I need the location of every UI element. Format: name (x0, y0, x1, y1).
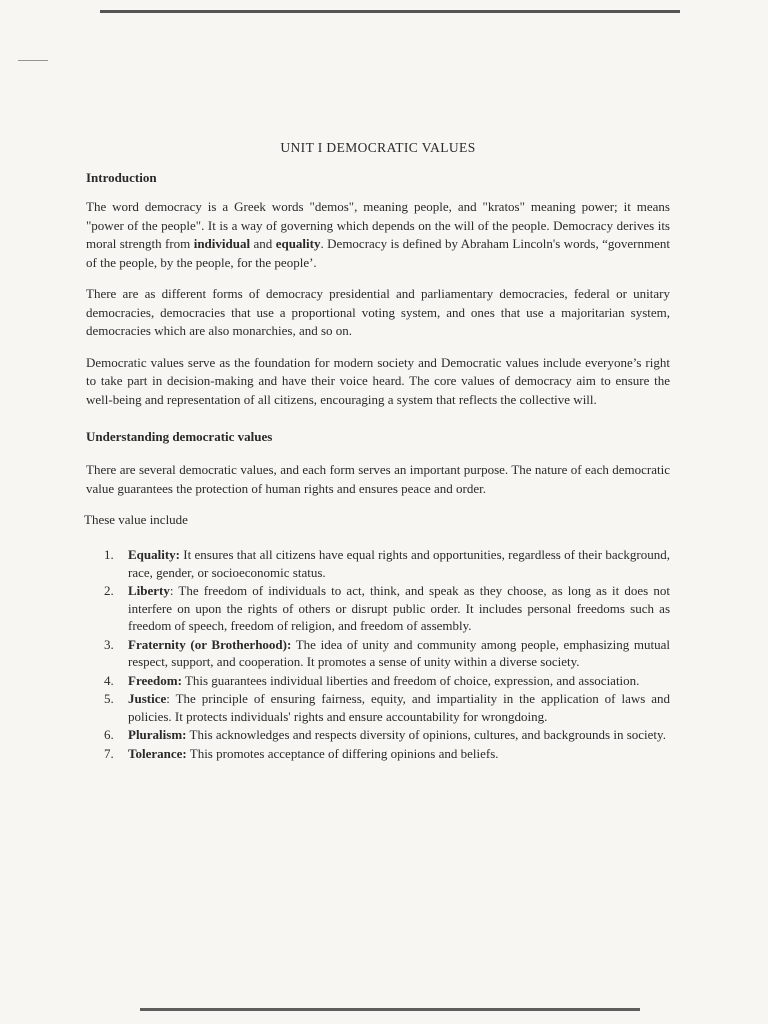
value-number: 5. (104, 691, 114, 706)
values-intro: These value include (84, 512, 188, 527)
value-number: 6. (104, 727, 114, 742)
intro-bold-equality: equality (275, 236, 321, 251)
value-item (86, 726, 670, 744)
value-item (86, 582, 670, 635)
forms-paragraph: There are as different forms of democracy presidential and parliamentary democracies, federal or unitary democracies, democracies that use a proportional voting system, and ones that use a majoritarian system, democracies which are also monarchies, and so on. (86, 286, 670, 338)
value-description: This guarantees individual liberties and freedom of choice, expression, and association. (181, 672, 640, 688)
intro-bold-individual: individual (193, 236, 251, 251)
value-description: It ensures that all citizens have equal rights and opportunities, regardless of their background, race, gender, or socioeconomic status. (128, 547, 670, 580)
value-number: 2. (104, 583, 114, 598)
understanding-heading: Understanding democratic values (86, 429, 273, 444)
value-item (86, 745, 670, 763)
value-number: 3. (104, 636, 114, 652)
value-description: The idea of unity and community among people, emphasizing mutual respect, support, and cooperation. It promotes a sense of unity within a diverse society. (128, 636, 670, 669)
intro-text-d: . Democracy is defined by Abraham Lincoln's words, “government of the people, by the people, for the people’. (86, 236, 670, 270)
value-term: Pluralism: (128, 727, 187, 742)
value-description: : The freedom of individuals to act, think, and speak as they choose, as long as it does not interfere on upon the rights of others or disrupt public order. It includes personal freedoms such as freedom of speech, freedom of religion, and freedom of assembly. (128, 583, 670, 633)
value-term: Liberty (128, 583, 170, 598)
value-item (86, 690, 670, 725)
page-top-edge (100, 10, 680, 13)
value-number: 4. (104, 672, 114, 688)
value-term: Freedom: (128, 672, 182, 688)
democratic-values-list (86, 546, 670, 762)
intro-heading: Introduction (86, 170, 157, 185)
document-body (86, 140, 670, 763)
document-title: UNIT I DEMOCRATIC VALUES (280, 140, 476, 155)
value-number: 1. (104, 547, 114, 562)
intro-text-a: The word democracy is a Greek words "demos", meaning people, and "kratos" meaning power; it means "power of the people". It is a way of governing which depends on the will of the people. Democracy derives its moral strength from (86, 199, 670, 251)
understanding-paragraph: There are several democratic values, and each form serves an important purpose. The nature of each democratic value guarantees the protection of human rights and ensures peace and order. (86, 462, 670, 496)
values-foundation-paragraph: Democratic values serve as the foundation for modern society and Democratic values include everyone’s right to take part in decision-making and have their voice heard. The core values of democracy aim to ensure the well-being and representation of all citizens, encouraging a system that reflects the collective will. (86, 354, 670, 407)
value-term: Fraternity (or Brotherhood): (128, 636, 292, 652)
value-description: : The principle of ensuring fairness, equity, and impartiality in the application of laws and policies. It protects individuals' rights and ensure accountability for wrongdoing. (128, 691, 670, 724)
value-item (86, 546, 670, 581)
value-term: Equality: (128, 547, 181, 562)
value-term: Tolerance: (128, 745, 187, 761)
value-number: 7. (104, 745, 114, 761)
value-item (86, 636, 670, 671)
value-item (86, 672, 670, 690)
intro-paragraph (86, 198, 670, 272)
page-bottom-edge (140, 1008, 640, 1011)
value-description: This promotes acceptance of differing opinions and beliefs. (186, 745, 499, 761)
intro-text-c: and (250, 236, 276, 251)
value-description: This acknowledges and respects diversity of opinions, cultures, and backgrounds in society. (186, 727, 666, 742)
pen-mark (18, 60, 48, 61)
value-term: Justice (128, 691, 167, 706)
